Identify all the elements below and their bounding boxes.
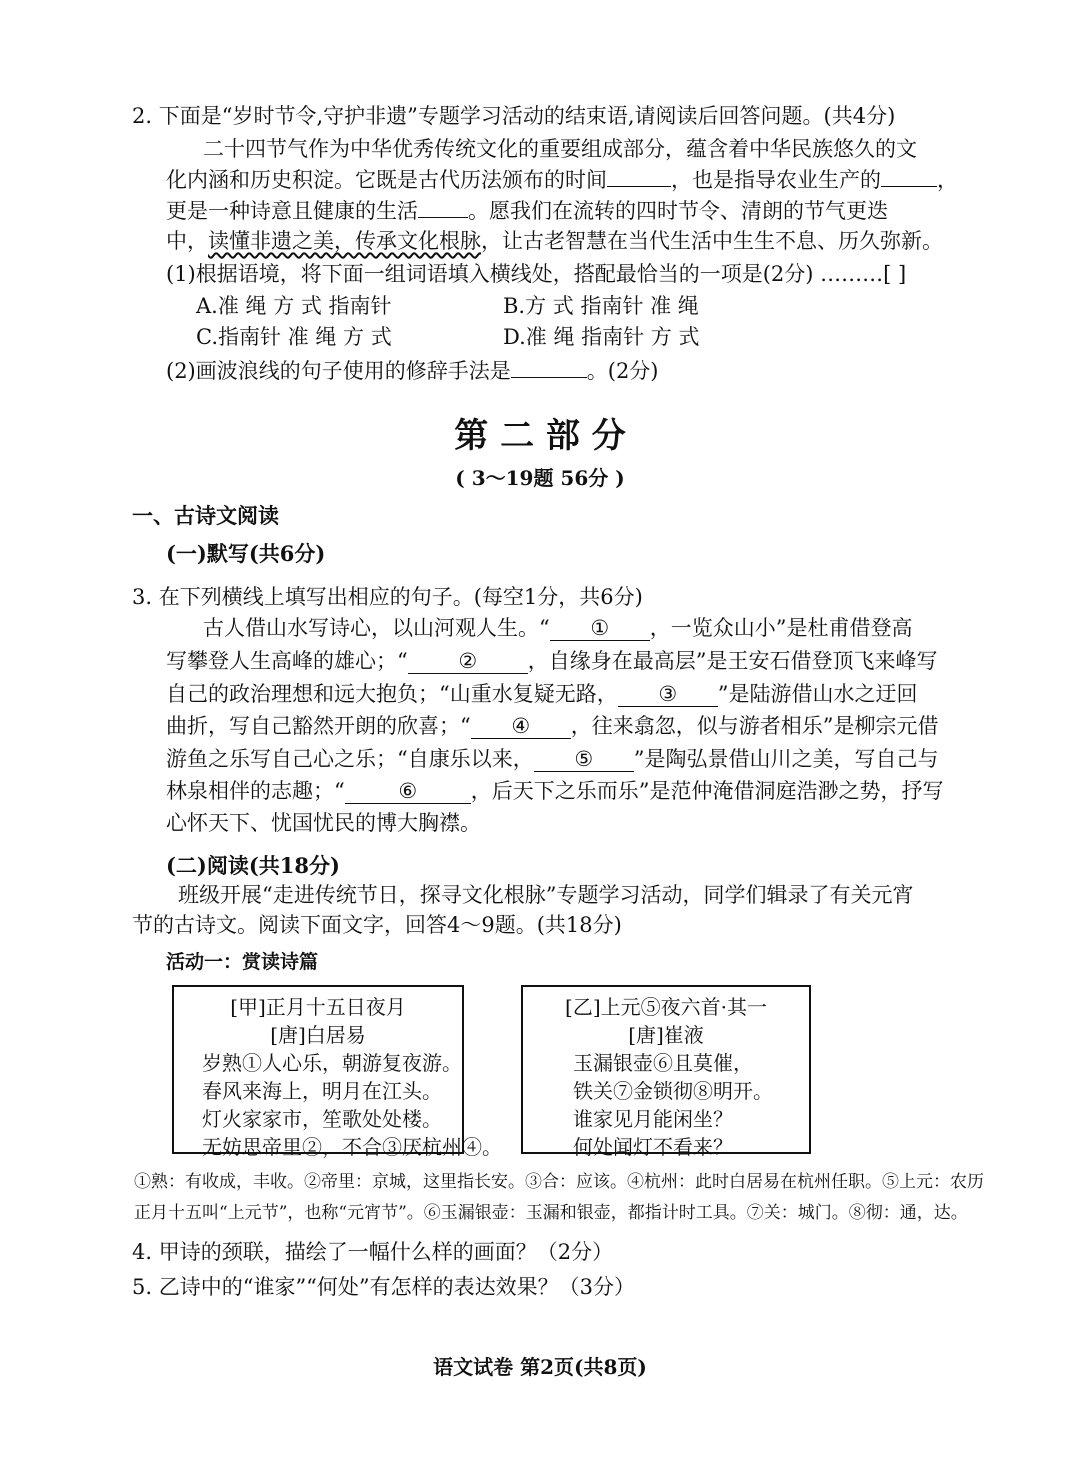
fill-blank-4[interactable]: ④: [471, 714, 571, 739]
reading-intro-line-2: 节的古诗文。阅读下面文字，回答4～9题。(共18分): [132, 913, 622, 937]
answer-blank-3[interactable]: [418, 195, 468, 218]
wavy-underlined-sentence: 读懂非遗之美，传承文化根脉: [208, 229, 481, 253]
page-footer: 语文试卷 第2页(共8页): [433, 1355, 647, 1379]
q3-line-1: 古人借山水写诗心，以山河观人生。“ ① ，一览众山小”是杜甫借登高: [203, 616, 913, 640]
poem-a-line: 无妨思帝里②，不合③厌杭州④。: [202, 1135, 502, 1159]
option-c: C.指南针 准 绳 方 式: [196, 325, 392, 349]
q5-stem: 5. 乙诗中的“谁家”“何处”有怎样的表达效果？（3分）: [132, 1275, 636, 1299]
poem-b-author: [唐]崔液: [628, 1023, 704, 1047]
fill-blank-3[interactable]: ③: [618, 682, 718, 707]
poem-b-line: 铁关⑦金锁彻⑧明开。: [573, 1079, 773, 1103]
activity-heading: 活动一：赏读诗篇: [166, 951, 319, 973]
poem-a-title: [甲]正月十五日夜月: [230, 995, 406, 1019]
fill-blank-6[interactable]: ⑥: [345, 779, 471, 804]
part-title: 第 二 部 分: [454, 416, 626, 456]
footnotes-line-2: 正月十五叫“上元节”，也称“元宵节”。⑥玉漏银壶：玉漏和银壶，都指计时工具。⑦关：城门。⑧彻：通，达。: [134, 1203, 968, 1223]
reading-intro-line-1: 班级开展“走进传统节日，探寻文化根脉”专题学习活动，同学们辑录了有关元宵: [178, 883, 914, 907]
poem-b-title: [乙]上元⑤夜六首·其一: [565, 995, 767, 1019]
poem-b-line: 何处闻灯不看来？: [573, 1135, 733, 1159]
poem-a-author: [唐]白居易: [270, 1023, 366, 1047]
q2-passage-line-4: 中，读懂非遗之美，传承文化根脉，让古老智慧在当代生活中生生不息、历久弥新。: [166, 229, 943, 253]
section-heading-classical: 一、古诗文阅读: [132, 503, 279, 528]
q3-line-3: 自己的政治理想和远大抱负；“山重水复疑无路， ③ ”是陆游借山水之迂回: [166, 682, 918, 706]
q3-line-6: 林泉相伴的志趣；“ ⑥ ，后天下之乐而乐”是范仲淹借洞庭浩渺之势，抒写: [166, 779, 944, 803]
q2-stem: 2. 下面是“岁时节令,守护非遗”专题学习活动的结束语,请阅读后回答问题。(共4分): [132, 104, 896, 128]
q2-sub-question-1: (1)根据语境，将下面一组词语填入横线处，搭配最恰当的一项是(2分) ………[ ]: [166, 262, 907, 286]
q3-line-4: 曲折，写自己豁然开朗的欣喜；“ ④ ，往来翕忽，似与游者相乐”是柳宗元借: [166, 714, 939, 738]
q2-passage-line-3: 更是一种诗意且健康的生活 。愿我们在流转的四时节令、清朗的节气更迭: [166, 195, 888, 226]
q2-passage-line-2: 化内涵和历史积淀。它既是古代历法颁布的时间 ，也是指导农业生产的 ，: [166, 164, 958, 195]
fill-blank-5[interactable]: ⑤: [534, 747, 634, 772]
option-b: B.方 式 指南针 准 绳: [503, 294, 699, 318]
poem-a-line: 春风来海上，明月在江头。: [202, 1079, 442, 1103]
q3-stem: 3. 在下列横线上填写出相应的句子。(每空1分，共6分): [132, 585, 643, 609]
sub-heading-dictation: (一)默写(共6分): [166, 541, 326, 566]
q3-line-7: 心怀天下、忧国忧民的博大胸襟。: [166, 811, 481, 835]
sub-heading-reading: (二)阅读(共18分): [166, 853, 340, 878]
answer-blank-1[interactable]: [607, 164, 671, 187]
option-d: D.准 绳 指南针 方 式: [503, 325, 700, 349]
q2-sub-question-2: (2)画波浪线的句子使用的修辞手法是 。(2分): [166, 355, 659, 386]
footnotes-line-1: ①熟：有收成，丰收。②帝里：京城，这里指长安。③合：应该。④杭州：此时白居易在杭州任职。⑤上元：农历: [134, 1172, 984, 1192]
q2-passage-line-1: 二十四节气作为中华优秀传统文化的重要组成部分，蕴含着中华民族悠久的文: [203, 137, 917, 161]
poem-box-a: [172, 985, 502, 1159]
poem-box-b: [521, 985, 811, 1159]
answer-blank-rhetoric[interactable]: [511, 355, 587, 378]
q3-line-2: 写攀登人生高峰的雄心；“ ② ，自缘身在最高层”是王安石借登顶飞来峰写: [166, 649, 938, 673]
poem-b-line: 谁家见月能闲坐？: [573, 1107, 733, 1131]
poem-a-line: 灯火家家市，笙歌处处楼。: [202, 1107, 442, 1131]
poem-a-line: 岁熟①人心乐，朝游复夜游。: [202, 1051, 462, 1075]
answer-blank-2[interactable]: [881, 164, 937, 187]
q3-line-5: 游鱼之乐写自己心之乐；“自康乐以来， ⑤ ”是陶弘景借山川之美，写自己与: [166, 747, 939, 771]
fill-blank-2[interactable]: ②: [408, 649, 528, 674]
fill-blank-1[interactable]: ①: [550, 616, 650, 641]
poem-b-line: 玉漏银壶⑥且莫催，: [573, 1051, 753, 1075]
option-a: A.准 绳 方 式 指南针: [196, 294, 392, 318]
part-subtitle: ( 3～19题 56分 ): [455, 466, 625, 490]
q4-stem: 4. 甲诗的颈联，描绘了一幅什么样的画面？（2分）: [132, 1240, 614, 1264]
